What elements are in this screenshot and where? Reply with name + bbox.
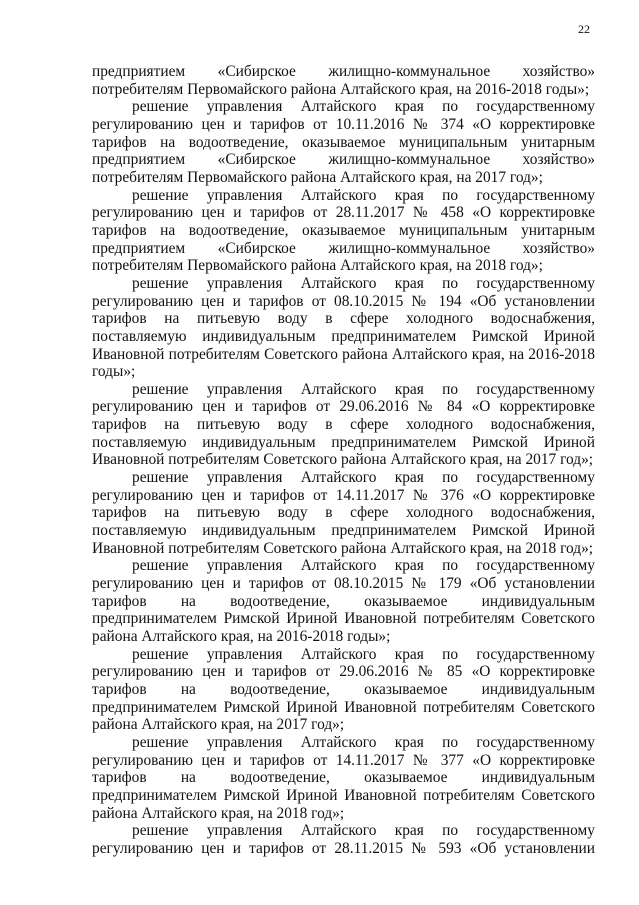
paragraph: решение управления Алтайского края по государственному регулированию цен и тарифов от 14.11.2017 № 376 «О корректировке тарифов на питьевую воду в сфере холодного водоснабжения, поставляемую индивидуальным предпринимателем Римской Ириной Ивановной потребителям Советского района Алтайского края, на 2018 год»; <box>92 469 595 557</box>
paragraph: решение управления Алтайского края по государственному регулированию цен и тарифов от 29.06.2016 № 84 «О корректировке тарифов на питьевую воду в сфере холодного водоснабжения, поставляемую индивидуальным предпринимателем Римской Ириной Ивановной потребителям Советского района Алтайского края, на 2017 год»; <box>92 380 595 469</box>
paragraph: решение управления Алтайского края по государственному регулированию цен и тарифов от 14.11.2017 № 377 «О корректировке тарифов на водоотведение, оказываемое индивидуальным предпринимателем Римской Ириной Ивановной потребителям Советского района Алтайского края, на 2018 год»; <box>92 733 595 822</box>
document-body <box>92 63 595 858</box>
paragraph: решение управления Алтайского края по государственному регулированию цен и тарифов от 08.10.2015 № 194 «Об установлении тарифов на питьевую воду в сфере холодного водоснабжения, поставляемую индивидуальным предпринимателем Римской Ириной Ивановной потребителям Советского района Алтайского края, на 2016-2018 годы»; <box>92 274 595 381</box>
paragraph-continued: предприятием «Сибирское жилищно-коммунальное хозяйство» потребителям Первомайского района Алтайского края, на 2016-2018 годы»; <box>92 63 595 98</box>
paragraph-truncated: решение управления Алтайского края по государственному регулированию цен и тарифов от 28.11.2015 № 593 «Об установлении <box>92 822 595 857</box>
paragraph: решение управления Алтайского края по государственному регулированию цен и тарифов от 28.11.2017 № 458 «О корректировке тарифов на водоотведение, оказываемое муниципальным унитарным предприятием «Сибирское жилищно-коммунальное хозяйство» потребителям Первомайского района Алтайского края, на 2018 год»; <box>92 186 595 275</box>
paragraph: решение управления Алтайского края по государственному регулированию цен и тарифов от 29.06.2016 № 85 «О корректировке тарифов на водоотведение, оказываемое индивидуальным предпринимателем Римской Ириной Ивановной потребителям Советского района Алтайского края, на 2017 год»; <box>92 645 595 734</box>
paragraph: решение управления Алтайского края по государственному регулированию цен и тарифов от 10.11.2016 № 374 «О корректировке тарифов на водоотведение, оказываемое муниципальным унитарным предприятием «Сибирское жилищно-коммунальное хозяйство» потребителям Первомайского района Алтайского края, на 2017 год»; <box>92 98 595 186</box>
page-number: 22 <box>578 22 590 36</box>
paragraph: решение управления Алтайского края по государственному регулированию цен и тарифов от 08.10.2015 № 179 «Об установлении тарифов на водоотведение, оказываемое индивидуальным предпринимателем Римской Ириной Ивановной потребителям Советского района Алтайского края, на 2016-2018 годы»; <box>92 557 595 645</box>
